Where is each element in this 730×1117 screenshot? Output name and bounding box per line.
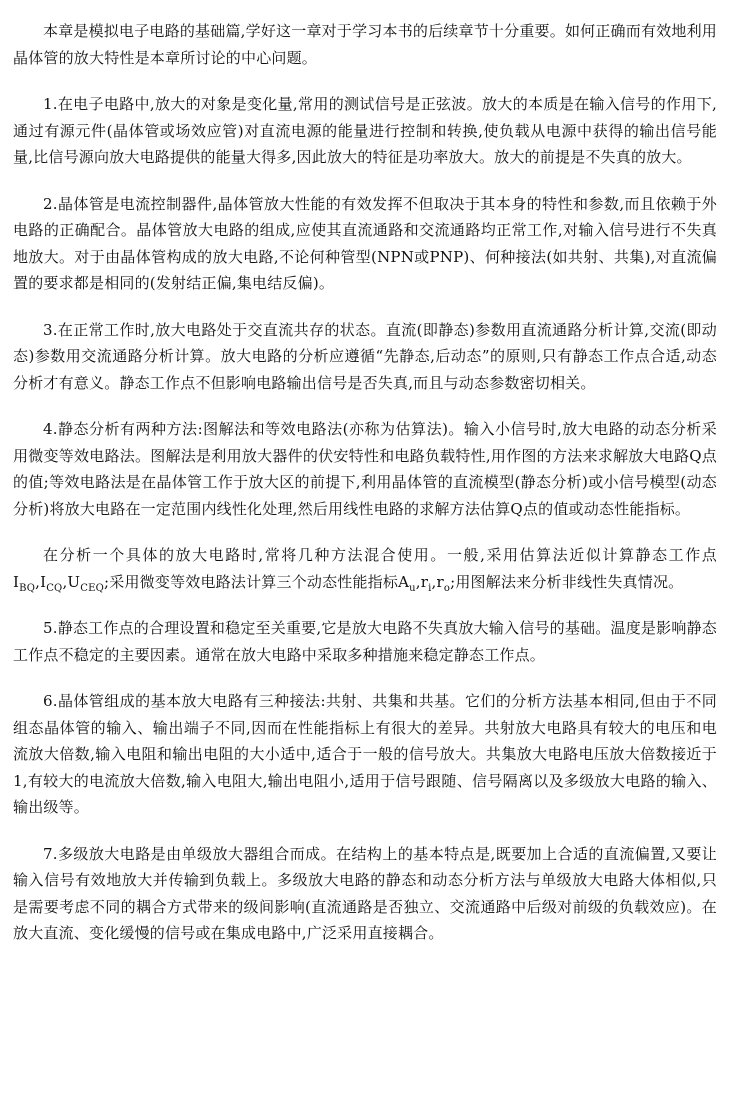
paragraph-6: 6.晶体管组成的基本放大电路有三种接法:共射、共集和共基。它们的分析方法基本相同,但由于不同组态晶体管的输入、输出端子不同,因而在性能指标上有很大的差异。共射放大电路具有较大的电压和电流放大倍数,输入电阻和输出电阻的大小适中,适合于一般的信号放大。共集放大电路电压放大倍数接近于1,有较大的电流放大倍数,输入电阻大,输出电阻小,适用于信号跟随、信号隔离以及多级放大电路的输入、输出级等。 — [13, 692, 717, 816]
methods-outro: ;用图解法来分析非线性失真情况。 — [450, 572, 684, 591]
paragraph-1: 1.在电子电路中,放大的对象是变化量,常用的测试信号是正弦波。放大的本质是在输入信号的作用下,通过有源元件(晶体管或场效应管)对直流电源的能量进行控制和转换,使负载从电源中获得的输出信号能量,比信号源向放大电路提供的能量大得多,因此放大的特征是功率放大。放大的前提是不失真的放大。 — [13, 95, 717, 166]
paragraph-methods: 在分析一个具体的放大电路时,常将几种方法混合使用。一般,采用估算法近似计算静态工作点$I_{BQ},I_{CQ},U_{CEQ}$;采用微变等效电路法计算三个动态性能指标$A_u,r_i,r_o$;用图解法来分析非线性失真情况。 — [13, 546, 717, 594]
paragraph-2: 2.晶体管是电流控制器件,晶体管放大性能的有效发挥不但取决于其本身的特性和参数,而且依赖于外电路的正确配合。晶体管放大电路的组成,应使其直流通路和交流通路均正常工作,对输入信号进行不失真地放大。对于由晶体管构成的放大电路,不论何种管型(NPN或PNP)、何种接法(如共射、共集),对直流偏置的要求都是相同的(发射结正偏,集电结反偏)。 — [13, 194, 717, 292]
paragraph-intro: 本章是模拟电子电路的基础篇,学好这一章对于学习本书的后续章节十分重要。如何正确而有效地利用晶体管的放大特性是本章所讨论的中心问题。 — [13, 22, 717, 67]
var-i-cq: $I_{CQ}$ — [40, 572, 63, 594]
paragraph-3: 3.在正常工作时,放大电路处于交直流共存的状态。直流(即静态)参数用直流通路分析计算,交流(即动态)参数用交流通路分析计算。放大电路的分析应遵循“先静态,后动态”的原则,只有静态工作点合适,动态分析才有意义。静态工作点不但影响电路输出信号是否失真,而且与动态参数密切相关。 — [13, 320, 717, 392]
paragraph-7: 7.多级放大电路是由单级放大器组合而成。在结构上的基本特点是,既要加上合适的直流偏置,又要让输入信号有效地放大并传输到负载上。多级放大电路的静态和动态分析方法与单级放大电路大体相似,只是需要考虑不同的耦合方式带来的级间影响(直流通路是否独立、交流通路中后级对前级的负载效应)。在放大直流、变化缓慢的信号或在集成电路中,广泛采用直接耦合。 — [13, 844, 717, 942]
methods-middle: ;采用微变等效电路法计算三个动态性能指标 — [104, 572, 399, 591]
paragraph-5: 5.静态工作点的合理设置和稳定至关重要,它是放大电路不失真放大输入信号的基础。温度是影响静态工作点不稳定的主要因素。通常在放大电路中采取多种措施来稳定静态工作点。 — [13, 619, 717, 664]
paragraph-4: 4.静态分析有两种方法:图解法和等效电路法(亦称为估算法)。输入小信号时,放大电路的动态分析采用微变等效电路法。图解法是利用放大器件的伏安特性和电路负载特性,用作图的方法来求解放大电路Q点的值;等效电路法是在晶体管工作于放大区的前提下,利用晶体管的直流模型(静态分析)或小信号模型(动态分析)将放大电路在一定范围内线性化处理,然后用线性电路的求解方法估算Q点的值或动态性能指标。 — [13, 420, 717, 518]
var-r-o: $r_o$ — [436, 572, 451, 594]
var-i-bq: $I_{BQ}$ — [13, 572, 36, 594]
var-u-ceq: $U_{CEQ}$ — [67, 572, 105, 594]
var-a-u: $A_u$ — [398, 572, 416, 594]
methods-intro: 在分析一个具体的放大电路时,常将几种方法混合使用。一般,采用估算法近似计算静态工作点 — [43, 546, 717, 564]
var-r-i: $r_i$ — [420, 572, 432, 594]
